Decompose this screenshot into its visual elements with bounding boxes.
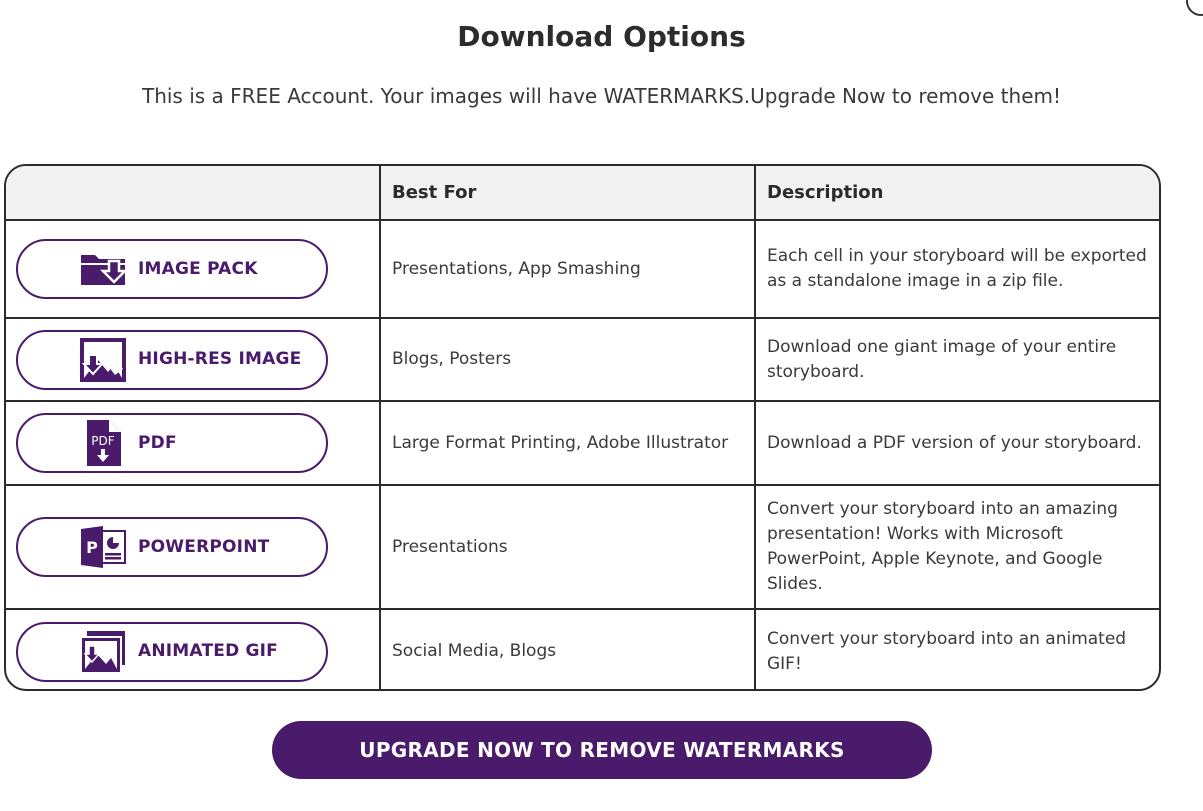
table-header-row: [6, 166, 1161, 220]
powerpoint-button[interactable]: [16, 517, 328, 577]
image-download-icon: [78, 336, 128, 384]
watermark-notice: This is a FREE Account. Your images will have WATERMARKS.Upgrade Now to remove them!: [141, 84, 1061, 108]
pdf-icon-text: PDF: [91, 434, 115, 448]
table-row: [6, 401, 1161, 485]
image-pack-label: IMAGE PACK: [138, 258, 258, 279]
image-pack-button[interactable]: [16, 239, 328, 299]
best-for-cell: Presentations, App Smashing: [380, 220, 755, 318]
folder-download-icon: [78, 245, 128, 293]
upgrade-button[interactable]: UPGRADE NOW TO REMOVE WATERMARKS: [272, 721, 932, 779]
description-cell: Download a PDF version of your storyboard.: [755, 401, 1161, 485]
pdf-button[interactable]: [16, 413, 328, 473]
close-icon[interactable]: [1186, 0, 1203, 16]
column-header-best-for: Best For: [380, 166, 755, 220]
high-res-image-button[interactable]: [16, 330, 328, 390]
animated-gif-label: ANIMATED GIF: [138, 641, 278, 661]
table-row: [6, 609, 1161, 691]
best-for-cell: Presentations: [380, 485, 755, 609]
animated-gif-icon: [78, 628, 128, 676]
table-row: [6, 485, 1161, 609]
description-cell: Convert your storyboard into an amazing presentation! Works with Microsoft PowerPoint, Apple Keynote, and Google Slides.: [755, 485, 1161, 609]
table-row: [6, 318, 1161, 401]
pdf-label: PDF: [138, 432, 177, 453]
table-row: [6, 220, 1161, 318]
best-for-cell: Large Format Printing, Adobe Illustrator: [380, 401, 755, 485]
description-cell: Download one giant image of your entire storyboard.: [755, 318, 1161, 401]
animated-gif-button[interactable]: [16, 622, 328, 682]
column-header-option: [6, 166, 380, 220]
description-cell: Each cell in your storyboard will be exported as a standalone image in a zip file.: [755, 220, 1161, 318]
pdf-file-icon: [78, 419, 128, 467]
best-for-cell: Blogs, Posters: [380, 318, 755, 401]
powerpoint-label: POWERPOINT: [138, 536, 270, 557]
description-cell: Convert your storyboard into an animated GIF!: [755, 609, 1161, 691]
best-for-cell: Social Media, Blogs: [380, 609, 755, 691]
powerpoint-icon: [78, 523, 128, 571]
page-title: Download Options: [457, 20, 746, 53]
download-options-table: [4, 164, 1161, 691]
column-header-description: Description: [755, 166, 1161, 220]
powerpoint-icon-text: P: [86, 538, 98, 557]
high-res-image-label: HIGH-RES IMAGE: [138, 349, 302, 369]
